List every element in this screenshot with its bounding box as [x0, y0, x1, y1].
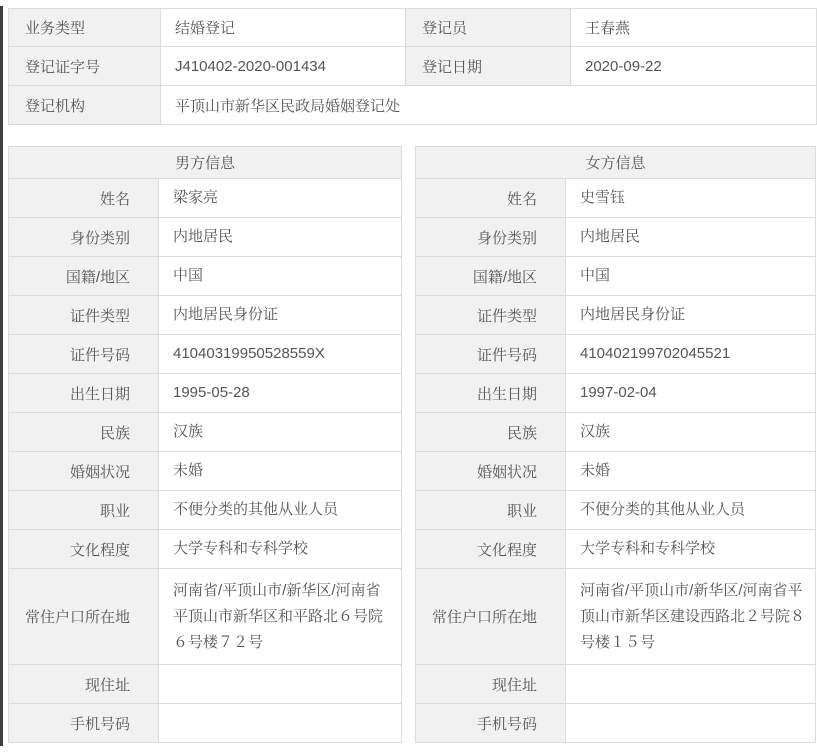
business-type-value: 结婚登记 [161, 9, 406, 47]
registration-row [9, 47, 817, 86]
field-value: 河南省/平顶山市/新华区/河南省平顶山市新华区建设西路北２号院８号楼１５号 [566, 569, 816, 665]
field-value: 内地居民身份证 [159, 296, 402, 335]
field-row [416, 491, 816, 530]
field-row [9, 530, 402, 569]
field-value: 1995-05-28 [159, 374, 402, 413]
field-row [416, 374, 816, 413]
field-label: 身份类别 [416, 218, 566, 257]
cert-number-label: 登记证字号 [9, 47, 161, 86]
field-value: 1997-02-04 [566, 374, 816, 413]
field-row [416, 335, 816, 374]
male-info-table [8, 146, 402, 743]
agency-value: 平顶山市新华区民政局婚姻登记处 [161, 86, 817, 125]
field-value: 史雪钰 [566, 179, 816, 218]
field-label: 文化程度 [416, 530, 566, 569]
field-value: 汉族 [566, 413, 816, 452]
field-label: 身份类别 [9, 218, 159, 257]
field-label: 证件号码 [9, 335, 159, 374]
field-row [416, 530, 816, 569]
field-row [9, 335, 402, 374]
field-value: 大学专科和专科学校 [566, 530, 816, 569]
field-value [566, 704, 816, 743]
field-label: 常住户口所在地 [416, 569, 566, 665]
field-value: 41040319950528559X [159, 335, 402, 374]
field-label: 证件号码 [416, 335, 566, 374]
field-label: 现住址 [416, 665, 566, 704]
field-row [9, 179, 402, 218]
field-label: 职业 [416, 491, 566, 530]
registrar-value: 王春燕 [571, 9, 817, 47]
female-info-title: 女方信息 [416, 147, 816, 179]
field-label: 民族 [9, 413, 159, 452]
field-value [159, 665, 402, 704]
field-value: 未婚 [566, 452, 816, 491]
field-value: 中国 [566, 257, 816, 296]
field-label: 手机号码 [9, 704, 159, 743]
field-row [9, 218, 402, 257]
field-row [9, 704, 402, 743]
field-label: 婚姻状况 [416, 452, 566, 491]
field-row [9, 257, 402, 296]
field-row [416, 569, 816, 665]
field-value: 内地居民身份证 [566, 296, 816, 335]
field-row [416, 257, 816, 296]
field-row [9, 452, 402, 491]
field-label: 姓名 [9, 179, 159, 218]
field-value: 汉族 [159, 413, 402, 452]
field-row [416, 296, 816, 335]
field-row [416, 452, 816, 491]
field-row [9, 413, 402, 452]
cert-number-value: J410402-2020-001434 [161, 47, 406, 86]
field-row [416, 179, 816, 218]
field-value: 未婚 [159, 452, 402, 491]
field-label: 民族 [416, 413, 566, 452]
field-row [9, 491, 402, 530]
field-label: 国籍/地区 [416, 257, 566, 296]
field-row [9, 665, 402, 704]
field-label: 职业 [9, 491, 159, 530]
field-row [416, 218, 816, 257]
field-value: 不便分类的其他从业人员 [159, 491, 402, 530]
field-row [9, 296, 402, 335]
table-header-row [9, 147, 402, 179]
field-row [416, 665, 816, 704]
female-info-table [415, 146, 816, 743]
field-label: 证件类型 [9, 296, 159, 335]
registration-row [9, 86, 817, 125]
registrar-label: 登记员 [406, 9, 571, 47]
field-label: 文化程度 [9, 530, 159, 569]
field-value: 内地居民 [159, 218, 402, 257]
field-label: 出生日期 [416, 374, 566, 413]
field-value: 中国 [159, 257, 402, 296]
registration-date-value: 2020-09-22 [571, 47, 817, 86]
table-header-row [416, 147, 816, 179]
agency-label: 登记机构 [9, 86, 161, 125]
field-row [9, 374, 402, 413]
registration-date-label: 登记日期 [406, 47, 571, 86]
business-type-label: 业务类型 [9, 9, 161, 47]
field-row [416, 413, 816, 452]
field-label: 出生日期 [9, 374, 159, 413]
window-edge-line [0, 6, 3, 746]
registration-row [9, 9, 817, 47]
field-value: 内地居民 [566, 218, 816, 257]
field-value: 不便分类的其他从业人员 [566, 491, 816, 530]
field-label: 姓名 [416, 179, 566, 218]
field-label: 常住户口所在地 [9, 569, 159, 665]
field-label: 现住址 [9, 665, 159, 704]
field-label: 证件类型 [416, 296, 566, 335]
field-value [566, 665, 816, 704]
field-value: 410402199702045521 [566, 335, 816, 374]
registration-summary-table [8, 8, 817, 125]
field-value [159, 704, 402, 743]
field-row [9, 569, 402, 665]
field-value: 河南省/平顶山市/新华区/河南省平顶山市新华区和平路北６号院６号楼７２号 [159, 569, 402, 665]
field-row [416, 704, 816, 743]
male-info-title: 男方信息 [9, 147, 402, 179]
field-label: 婚姻状况 [9, 452, 159, 491]
field-label: 国籍/地区 [9, 257, 159, 296]
field-value: 梁家亮 [159, 179, 402, 218]
field-value: 大学专科和专科学校 [159, 530, 402, 569]
field-label: 手机号码 [416, 704, 566, 743]
